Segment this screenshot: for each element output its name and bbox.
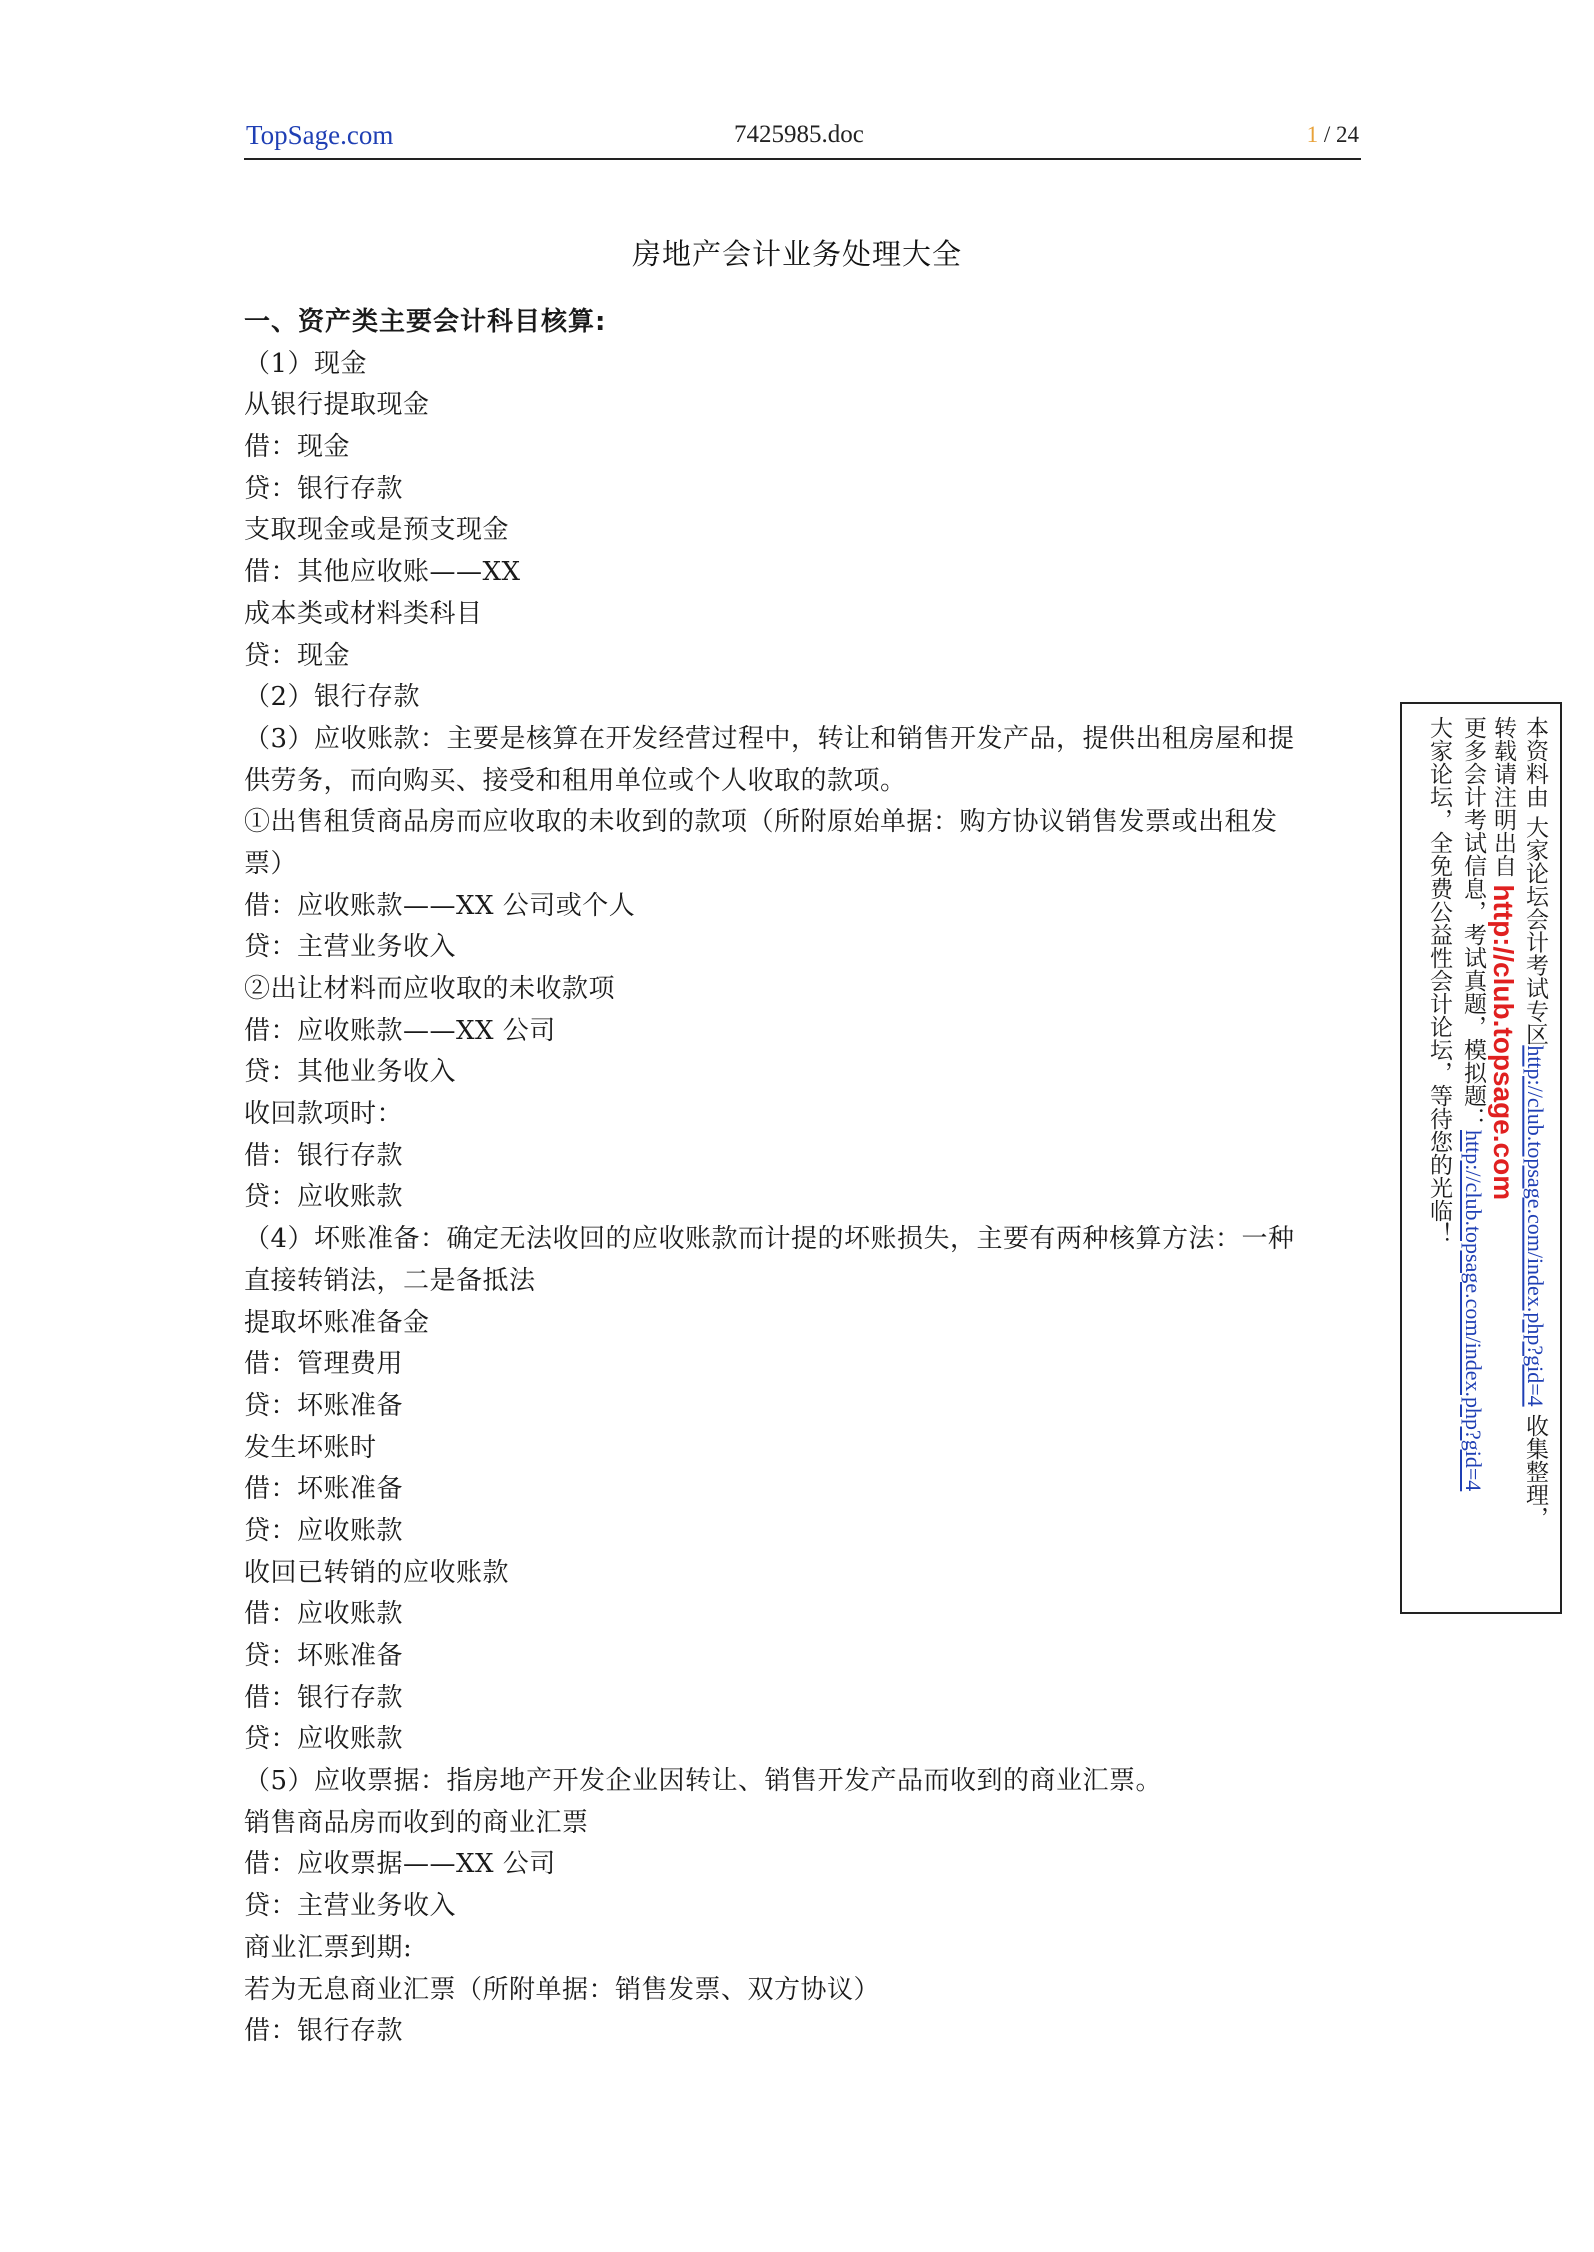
sidebar-text: 收集整理， <box>1522 1406 1548 1529</box>
body-line: 借：银行存款 <box>244 2016 404 2047</box>
page-header <box>244 118 1361 160</box>
body-line: 贷：应收账款 <box>244 1182 404 1213</box>
body-line: （4）坏账准备：确定无法收回的应收账款而计提的坏账损失，主要有两种核算方法：一种 <box>244 1224 1295 1255</box>
document-title: 房地产会计业务处理大全 <box>631 237 962 271</box>
sidebar-text: 转载请注明出自 <box>1490 716 1516 885</box>
current-page: 1 <box>1306 122 1319 147</box>
body-line: 借：应收账款——XX 公司 <box>244 1015 556 1046</box>
header-page-number <box>1307 122 1359 148</box>
header-filename: 7425985.doc <box>734 121 864 148</box>
body-line: 借：银行存款 <box>244 1682 404 1713</box>
body-line: 商业汇票到期: <box>244 1932 413 1963</box>
section-heading: 一、资产类主要会计科目核算: <box>244 307 607 337</box>
body-line: ②出让材料而应收取的未收款项 <box>244 974 616 1004</box>
body-line: 发生坏账时 <box>244 1432 377 1463</box>
body-line: （3）应收账款：主要是核算在开发经营过程中，转让和销售开发产品，提供出租房屋和提 <box>244 723 1295 754</box>
page-separator: / <box>1318 122 1336 147</box>
body-line: 借：应收账款——XX 公司或个人 <box>244 890 636 921</box>
body-line: 若为无息商业汇票（所附单据：销售发票、双方协议） <box>244 1974 881 2005</box>
body-line: 贷：现金 <box>244 640 351 671</box>
body-line: 借：管理费用 <box>244 1349 404 1380</box>
sidebar-forum-link[interactable]: http://club.topsage.com/index.php?gid=4 <box>1523 1045 1548 1407</box>
body-line: 贷：主营业务收入 <box>244 1891 457 1922</box>
sidebar-column-2 <box>1488 716 1518 1200</box>
body-line: 贷：坏账准备 <box>244 1390 404 1421</box>
body-line: 支取现金或是预支现金 <box>244 515 510 546</box>
body-line: 供劳务，而向购买、接受和租用单位或个人收取的款项。 <box>244 765 907 796</box>
sidebar-text: 更多会计考试信息，考试真题，模拟题： <box>1460 716 1486 1130</box>
body-line: 贷：银行存款 <box>244 473 404 504</box>
total-pages: 24 <box>1336 122 1359 147</box>
body-line: （2）银行存款 <box>244 682 421 713</box>
body-line: 贷：主营业务收入 <box>244 932 457 963</box>
sidebar-club-link[interactable]: http://club.topsage.com <box>1488 884 1519 1201</box>
sidebar-column-3 <box>1458 716 1488 1491</box>
body-line: 直接转销法，二是备抵法 <box>244 1265 536 1296</box>
body-line: 借：其他应收账——XX <box>244 557 521 588</box>
body-line: ①出售租赁商品房而应收取的未收到的款项（所附原始单据：购方协议销售发票或出租发 <box>244 807 1278 838</box>
sidebar-column-4: 大家论坛，全免费公益性会计论坛，等待您的光临！ <box>1426 716 1452 1245</box>
sidebar-text: 本资料由 大家论坛会计考试专区 <box>1522 716 1548 1046</box>
body-line: 收回已转销的应收账款 <box>244 1557 510 1588</box>
body-line: 成本类或材料类科目 <box>244 598 483 629</box>
body-line: 贷：应收账款 <box>244 1724 404 1755</box>
body-line: （5）应收票据：指房地产开发企业因转让、销售开发产品而收到的商业汇票。 <box>244 1766 1163 1797</box>
document-body <box>244 302 1344 2053</box>
body-line: 借：应收票据——XX 公司 <box>244 1849 556 1880</box>
body-line: 借：银行存款 <box>244 1140 404 1171</box>
body-line: （1）现金 <box>244 348 368 379</box>
body-line: 票） <box>244 848 298 879</box>
body-line: 借：现金 <box>244 432 351 463</box>
body-line: 借：坏账准备 <box>244 1474 404 1505</box>
sidebar-column-1 <box>1520 716 1550 1529</box>
body-line: 从银行提取现金 <box>244 390 430 421</box>
sidebar-exam-link[interactable]: http://club.topsage.com/index.php?gid=4 <box>1461 1130 1486 1492</box>
body-line: 贷：应收账款 <box>244 1515 404 1546</box>
body-line: 提取坏账准备金 <box>244 1307 430 1338</box>
body-line: 贷：坏账准备 <box>244 1641 404 1671</box>
body-line: 借：应收账款 <box>244 1599 404 1630</box>
header-site-link[interactable]: TopSage.com <box>246 120 394 150</box>
body-line: 贷：其他业务收入 <box>244 1057 457 1088</box>
body-line: 收回款项时： <box>244 1099 404 1130</box>
sidebar-notice-box <box>1400 702 1562 1614</box>
body-line: 销售商品房而收到的商业汇票 <box>244 1807 589 1838</box>
